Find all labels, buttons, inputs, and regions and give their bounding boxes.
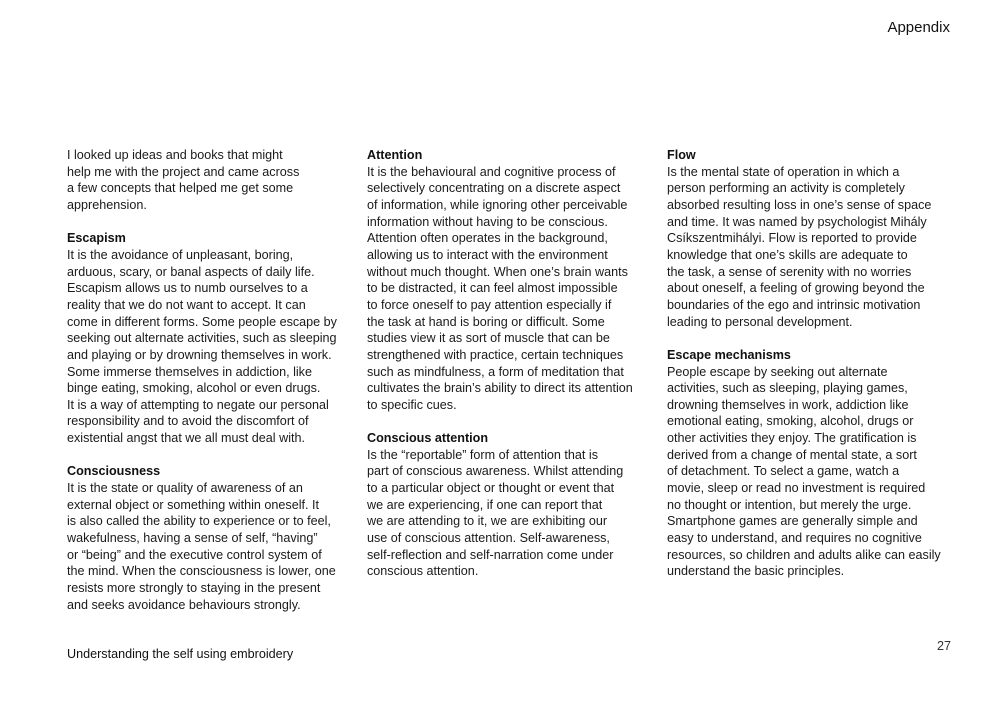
body-text-line: Escapism allows us to numb ourselves to a (67, 281, 308, 296)
body-text-line: emotional eating, smoking, alcohol, drugs or (667, 414, 914, 429)
body-text-line: boundaries of the ego and intrinsic motivation (667, 297, 921, 312)
body-text-line: allowing us to interact with the environment (367, 247, 608, 262)
body-text-line: understand the basic principles. (667, 564, 845, 579)
body-text-line: activities, such as sleeping, playing games, (667, 381, 908, 396)
text-section (667, 347, 959, 580)
body-text-line: help me with the project and came across (67, 164, 300, 179)
body-text-line: knowledge that one’s skills are adequate to (667, 247, 908, 262)
body-text-line: Attention often operates in the background, (367, 231, 608, 246)
body-text-line: arduous, scary, or banal aspects of daily life. (67, 264, 315, 279)
body-text-line: the mind. When the consciousness is lower, one (67, 564, 336, 579)
body-text-line: to be distracted, it can feel almost impossible (367, 281, 618, 296)
body-text-line: binge eating, smoking, alcohol or even drugs. (67, 381, 321, 396)
page-number: 27 (936, 639, 951, 653)
section-heading: Escape mechanisms (667, 347, 791, 362)
body-text-line: use of conscious attention. Self-awareness, (367, 531, 610, 546)
body-text-line: resources, so children and adults alike can easily (667, 547, 941, 562)
body-text-line: selectively concentrating on a discrete aspect (367, 181, 621, 196)
text-section (367, 430, 659, 580)
body-text-line: no thought or intention, but merely the urge. (667, 497, 912, 512)
body-text-line: People escape by seeking out alternate (667, 364, 888, 379)
body-text-line: seeking out alternate activities, such as sleeping (67, 331, 337, 346)
body-text-line: come in different forms. Some people escape by (67, 314, 337, 329)
column-3 (667, 147, 959, 597)
section-heading: Conscious attention (367, 431, 489, 446)
body-text-line: is also called the ability to experience or to feel, (67, 514, 331, 529)
body-text-line: to specific cues. (367, 397, 457, 412)
body-text-line: derived from a change of mental state, a sort (667, 447, 917, 462)
body-text-line: a few concepts that helped me get some (67, 181, 294, 196)
body-text-line: such as mindfulness, a form of meditation that (367, 364, 624, 379)
body-text-line: leading to personal development. (667, 314, 853, 329)
body-text-line: It is a way of attempting to negate our personal (67, 397, 329, 412)
body-text-line: Some immerse themselves in addiction, like (67, 364, 312, 379)
column-2 (367, 147, 659, 597)
body-text-line: person performing an activity is completely (667, 181, 905, 196)
body-text-line: of detachment. To select a game, watch a (667, 464, 900, 479)
body-text-line: to force oneself to pay attention especially if (367, 297, 612, 312)
column-1 (67, 147, 359, 630)
body-text-line: other activities they enjoy. The gratification is (667, 431, 917, 446)
body-text-line: I looked up ideas and books that might (67, 148, 283, 162)
body-text-line: cultivates the brain’s ability to direct its attention (367, 381, 633, 396)
body-text-line: Smartphone games are generally simple and (667, 514, 918, 529)
body-text-line: strengthened with practice, certain techniques (367, 347, 624, 362)
body-text-line: of information, while ignoring other perceivable (367, 197, 628, 212)
body-text-line: self-reflection and self-narration come under (367, 547, 614, 562)
text-section (67, 147, 359, 214)
body-text-line: Is the mental state of operation in which a (667, 164, 900, 179)
body-text-line: Is the “reportable” form of attention that is (367, 447, 598, 462)
body-text-line: drowning themselves in work, addiction like (667, 397, 909, 412)
body-text-line: absorbed resulting loss in one’s sense of space (667, 197, 932, 212)
body-text-line: reality that we do not want to accept. It can (67, 297, 306, 312)
body-text-line: we are experiencing, if one can report that (367, 497, 603, 512)
text-section (67, 463, 359, 613)
body-text-line: the task, a sense of serenity with no worries (667, 264, 912, 279)
body-text-line: resists more strongly to staying in the present (67, 581, 321, 596)
body-text-line: conscious attention. (367, 564, 479, 579)
section-heading: Flow (667, 148, 696, 162)
body-text-line: It is the avoidance of unpleasant, boring, (67, 247, 294, 262)
body-text-line: part of conscious awareness. Whilst attending (367, 464, 624, 479)
text-section (367, 147, 659, 414)
body-text-line: or “being” and the executive control system of (67, 547, 322, 562)
body-text-line: wakefulness, having a sense of self, “having” (67, 531, 318, 546)
body-text-line: and time. It was named by psychologist Mihály (667, 214, 927, 229)
body-text-line: and playing or by drowning themselves in work. (67, 347, 332, 362)
body-text-line: without much thought. When one’s brain wants (367, 264, 628, 279)
body-text-line: and seeks avoidance behaviours strongly. (67, 597, 301, 612)
body-text-line: It is the state or quality of awareness of an (67, 481, 303, 496)
body-text-line: Csíkszentmihályi. Flow is reported to provide (667, 231, 917, 246)
body-text-line: easy to understand, and requires no cognitive (667, 531, 922, 546)
section-heading: Escapism (67, 231, 126, 246)
section-title: Appendix (887, 19, 950, 36)
text-section (67, 230, 359, 447)
body-text-line: to a particular object or thought or event that (367, 481, 615, 496)
document-title: Understanding the self using embroidery (67, 647, 294, 661)
section-heading: Consciousness (67, 464, 161, 479)
body-text-line: movie, sleep or read no investment is required (667, 481, 926, 496)
body-text-line: It is the behavioural and cognitive process of (367, 164, 616, 179)
body-text-line: the task at hand is boring or difficult. Some (367, 314, 605, 329)
body-text-line: existential angst that we all must deal with. (67, 431, 306, 446)
body-text-line: about oneself, a feeling of growing beyond the (667, 281, 925, 296)
section-heading: Attention (367, 148, 423, 162)
body-text-line: we are attending to it, we are exhibiting our (367, 514, 608, 529)
text-section (667, 147, 959, 330)
body-text-line: external object or something within oneself. It (67, 497, 320, 512)
body-text-line: information without having to be conscious. (367, 214, 608, 229)
body-text-line: responsibility and to avoid the discomfort of (67, 414, 309, 429)
body-text-line: apprehension. (67, 197, 147, 212)
body-text-line: studies view it as sort of muscle that can be (367, 331, 610, 346)
